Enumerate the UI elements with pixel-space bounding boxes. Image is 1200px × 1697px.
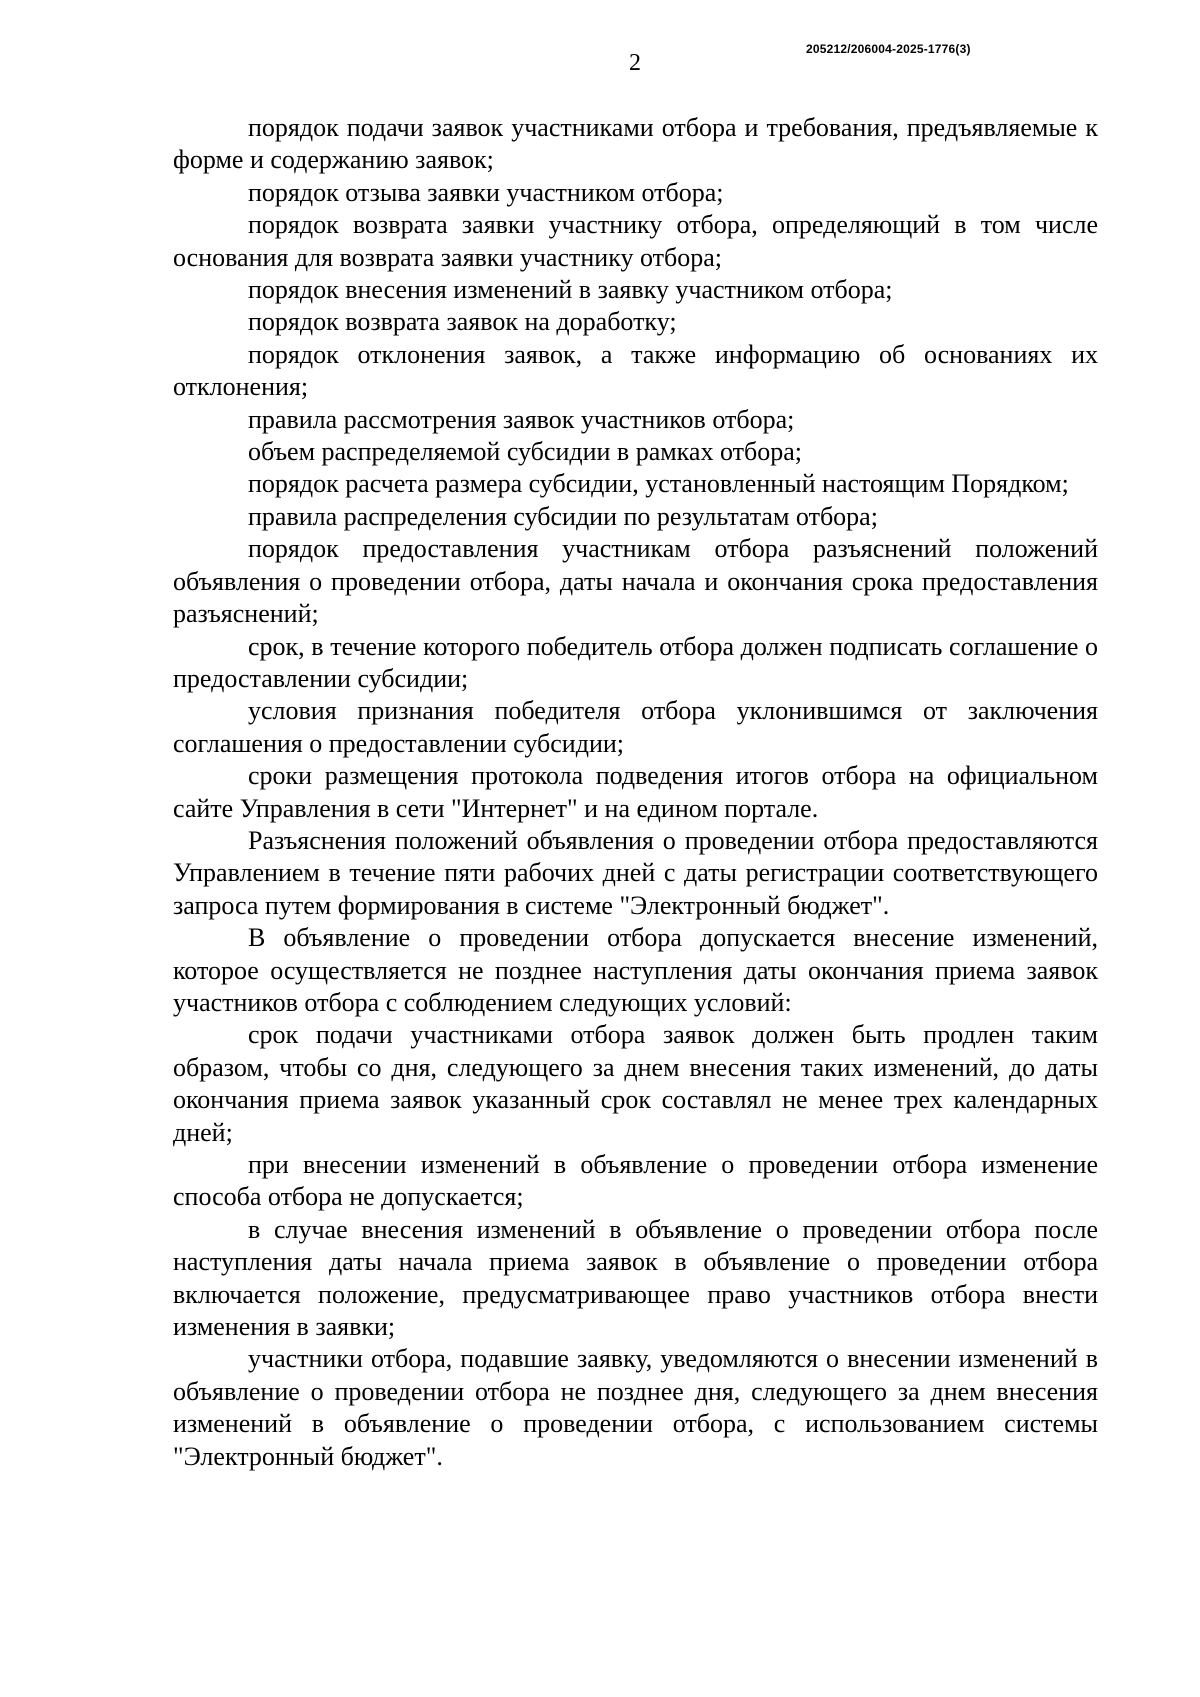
paragraph: порядок расчета размера субсидии, установленный настоящим Порядком; bbox=[248, 469, 1069, 499]
paragraph: правила распределения субсидии по результатам отбора; bbox=[248, 501, 878, 531]
paragraph: объем распределяемой субсидии в рамках отбора; bbox=[248, 437, 802, 467]
paragraph: срок подачи участниками отбора заявок должен быть продлен таким образом, чтобы со дня, следующего за днем внесения таких изменений, до даты окончания приема заявок указанный срок составлял не менее трех календарных дней; bbox=[173, 1020, 1098, 1147]
paragraph: при внесении изменений в объявление о проведении отбора изменение способа отбора не допускается; bbox=[173, 1150, 1098, 1212]
paragraph: сроки размещения протокола подведения итогов отбора на официальном сайте Управления в сети "Интернет" и на едином портале. bbox=[173, 761, 1098, 823]
document-body bbox=[173, 112, 1098, 1473]
paragraph: условия признания победителя отбора уклонившимся от заключения соглашения о предоставлении субсидии; bbox=[173, 696, 1098, 758]
paragraph: порядок возврата заявки участнику отбора, определяющий в том числе основания для возврата заявки участнику отбора; bbox=[173, 210, 1098, 272]
paragraph: Разъяснения положений объявления о проведении отбора предоставляются Управлением в течение пяти рабочих дней с даты регистрации соответствующего запроса путем формирования в системе "Электронный бюджет". bbox=[173, 825, 1098, 920]
paragraph: порядок возврата заявок на доработку; bbox=[248, 307, 677, 337]
paragraph: участники отбора, подавшие заявку, уведомляются о внесении изменений в объявление о проведении отбора не позднее дня, следующего за днем внесения изменений в объявление о проведении отбора, с использованием системы "Электронный бюджет". bbox=[173, 1344, 1098, 1471]
paragraph: порядок подачи заявок участниками отбора и требования, предъявляемые к форме и содержанию заявок; bbox=[173, 113, 1098, 175]
document-registration-number: 205212/206004-2025-1776(3) bbox=[806, 42, 971, 56]
paragraph: порядок предоставления участникам отбора разъяснений положений объявления о проведении отбора, даты начала и окончания срока предоставления разъяснений; bbox=[173, 534, 1098, 629]
page-number: 2 bbox=[629, 50, 641, 76]
paragraph: порядок отзыва заявки участником отбора; bbox=[248, 177, 724, 207]
paragraph: срок, в течение которого победитель отбора должен подписать соглашение о предоставлении субсидии; bbox=[173, 631, 1098, 693]
paragraph: порядок внесения изменений в заявку участником отбора; bbox=[248, 275, 893, 305]
paragraph: В объявление о проведении отбора допускается внесение изменений, которое осуществляется не позднее наступления даты окончания приема заявок участников отбора с соблюдением следующих условий: bbox=[173, 923, 1098, 1017]
paragraph: в случае внесения изменений в объявление о проведении отбора после наступления даты начала приема заявок в объявление о проведении отбора включается положение, предусматривающее право участников отбора внести изменения в заявки; bbox=[173, 1214, 1098, 1342]
paragraph: правила рассмотрения заявок участников отбора; bbox=[248, 404, 795, 434]
paragraph: порядок отклонения заявок, а также информацию об основаниях их отклонения; bbox=[173, 339, 1098, 402]
